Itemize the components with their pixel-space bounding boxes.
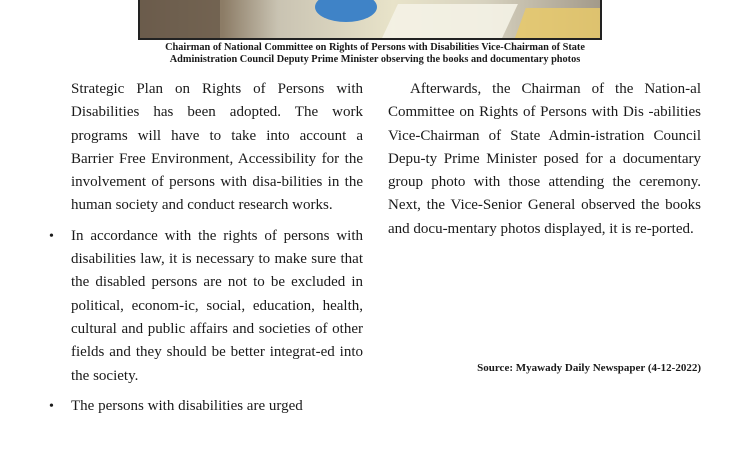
source-credit: Source: Myawady Daily Newspaper (4-12-2022) (477, 362, 701, 374)
bullet-dot-icon: • (49, 228, 54, 244)
right-column (388, 78, 701, 241)
caption-line-1: Chairman of National Committee on Rights of Persons with Disabilities Vice-Chairman of State (165, 42, 585, 53)
bullet-item (49, 395, 363, 418)
bullet-text: In accordance with the rights of persons with disabilities law, it is necessary to make sure that the disabled persons are not to be excluded in political, econom-ic, social, education, health, cultural and public affairs and societies of other fields and they should be better integrat-ed into the society. (71, 227, 363, 384)
photo-blue-object (315, 0, 377, 22)
bullet-text: The persons with disabilities are urged (71, 397, 303, 414)
bullet-item (49, 225, 363, 388)
left-column (49, 78, 363, 418)
caption-line-2: Administration Council Deputy Prime Minister observing the books and documentary photos (169, 54, 581, 65)
photo-documents (514, 8, 602, 40)
documentary-photo (138, 0, 602, 40)
photo-person-silhouette (140, 0, 220, 40)
photo-books (382, 4, 518, 38)
left-paragraph-continuation: Strategic Plan on Rights of Persons with Disabilities has been adopted. The work programs will have to take into account a Barrier Free Environment, Accessibility for the involvement of persons with disa-bilities in the human society and conduct research works. (71, 81, 363, 214)
right-paragraph: Afterwards, the Chairman of the Nation-al Committee on Rights of Persons with Dis -abilities Vice-Chairman of State Admin-istration Council Depu-ty Prime Minister posed for a documentary group photo with those attending the ceremony. Next, the Vice-Senior General observed the books and docu-mentary photos displayed, it is re-ported. (388, 81, 701, 237)
bullet-dot-icon: • (49, 398, 54, 414)
photo-caption (80, 42, 670, 66)
